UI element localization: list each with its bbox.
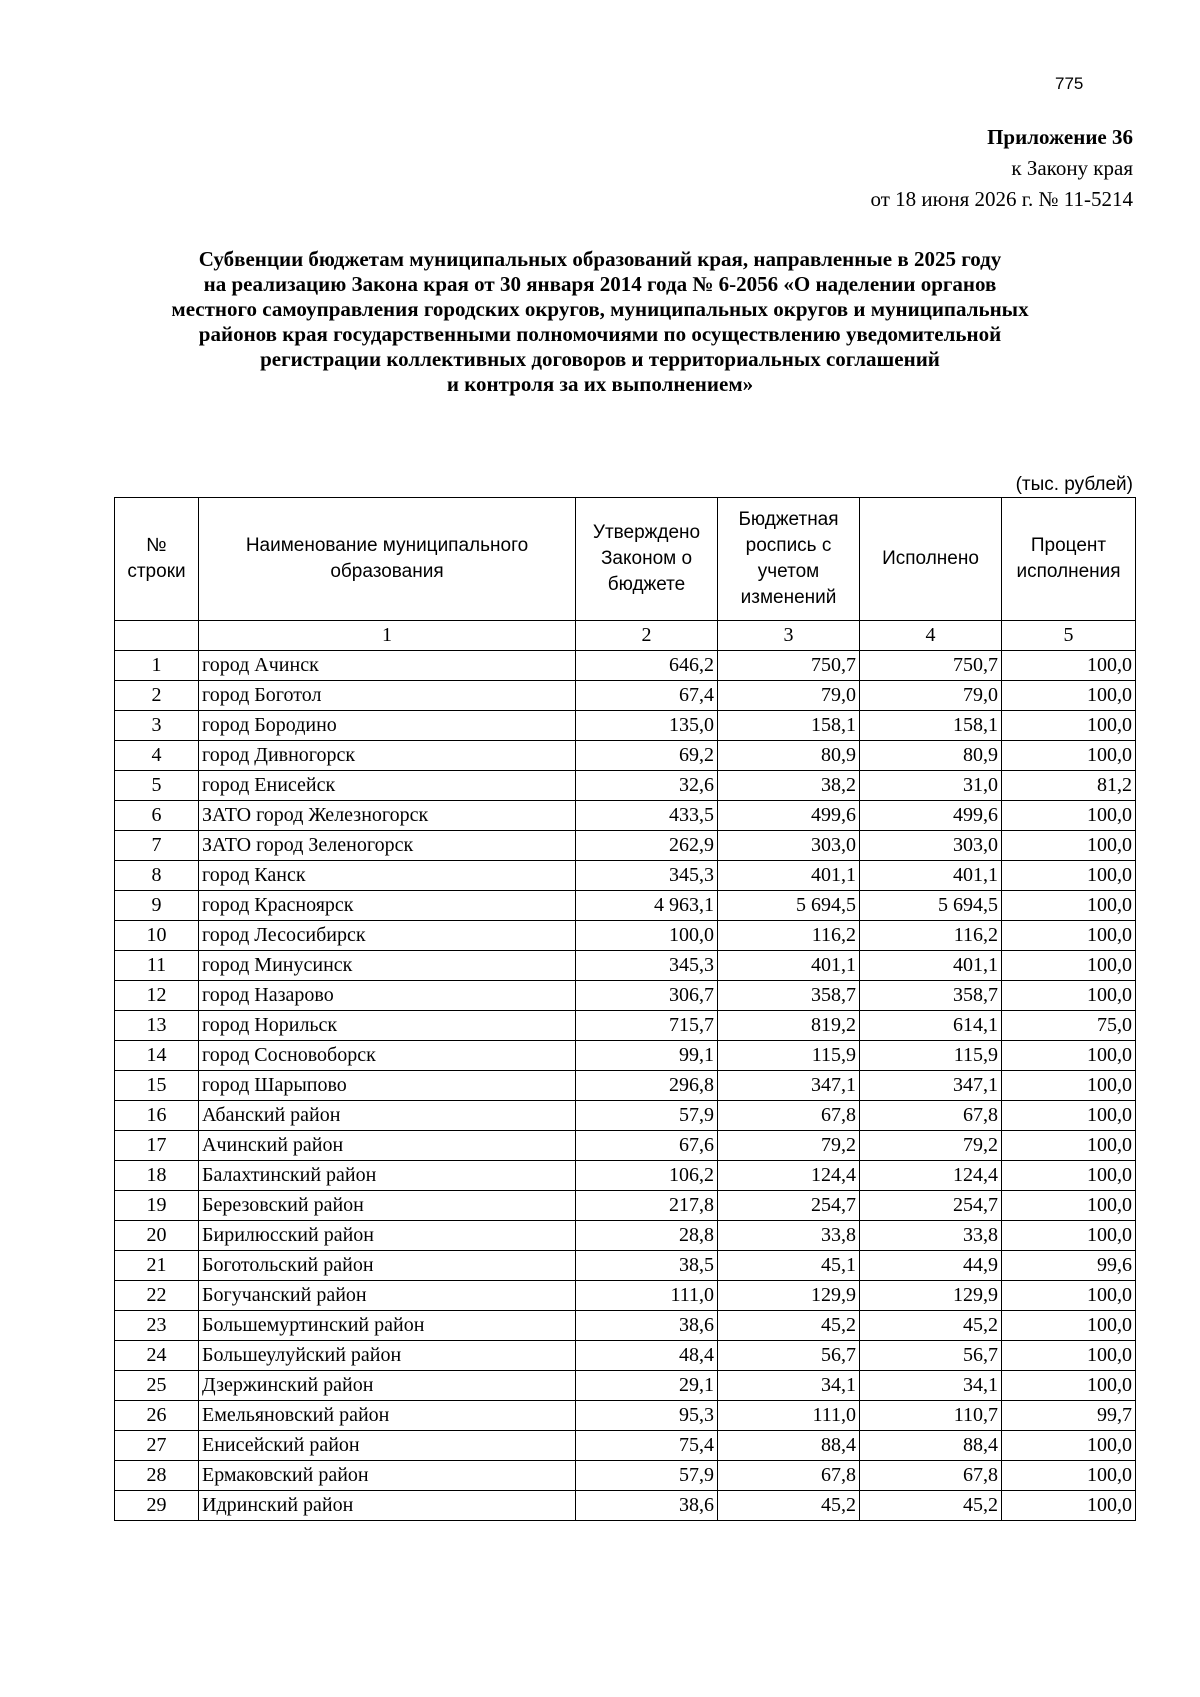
budget-schedule-cell: 80,9 bbox=[718, 741, 860, 771]
executed-cell: 56,7 bbox=[860, 1341, 1002, 1371]
table-row bbox=[115, 1491, 1136, 1521]
executed-cell: 45,2 bbox=[860, 1491, 1002, 1521]
municipality-name-cell: город Шарыпово bbox=[199, 1071, 576, 1101]
municipality-name-cell: Енисейский район bbox=[199, 1431, 576, 1461]
municipality-name-cell: Ермаковский район bbox=[199, 1461, 576, 1491]
executed-cell: 499,6 bbox=[860, 801, 1002, 831]
executed-cell: 33,8 bbox=[860, 1221, 1002, 1251]
percent-cell: 100,0 bbox=[1002, 681, 1136, 711]
header-approved: Утверждено Законом о бюджете bbox=[576, 498, 718, 621]
executed-cell: 116,2 bbox=[860, 921, 1002, 951]
percent-cell: 100,0 bbox=[1002, 1071, 1136, 1101]
row-number-cell: 7 bbox=[115, 831, 199, 861]
table-row bbox=[115, 771, 1136, 801]
budget-schedule-cell: 303,0 bbox=[718, 831, 860, 861]
approved-cell: 345,3 bbox=[576, 861, 718, 891]
budget-schedule-cell: 45,2 bbox=[718, 1491, 860, 1521]
header-row-number: № строки bbox=[115, 498, 199, 621]
percent-cell: 100,0 bbox=[1002, 1431, 1136, 1461]
percent-cell: 100,0 bbox=[1002, 711, 1136, 741]
percent-cell: 75,0 bbox=[1002, 1011, 1136, 1041]
percent-cell: 100,0 bbox=[1002, 831, 1136, 861]
row-number-cell: 5 bbox=[115, 771, 199, 801]
executed-cell: 5 694,5 bbox=[860, 891, 1002, 921]
header-budget-schedule: Бюджетная роспись с учетом изменений bbox=[718, 498, 860, 621]
approved-cell: 67,4 bbox=[576, 681, 718, 711]
executed-cell: 401,1 bbox=[860, 861, 1002, 891]
column-number: 2 bbox=[576, 621, 718, 651]
percent-cell: 100,0 bbox=[1002, 1041, 1136, 1071]
executed-cell: 750,7 bbox=[860, 651, 1002, 681]
budget-schedule-cell: 45,1 bbox=[718, 1251, 860, 1281]
row-number-cell: 19 bbox=[115, 1191, 199, 1221]
percent-cell: 100,0 bbox=[1002, 891, 1136, 921]
units-label: (тыс. рублей) bbox=[1015, 474, 1133, 495]
budget-schedule-cell: 45,2 bbox=[718, 1311, 860, 1341]
appendix-law-date: от 18 июня 2026 г. № 11-5214 bbox=[870, 187, 1133, 211]
row-number-cell: 28 bbox=[115, 1461, 199, 1491]
approved-cell: 135,0 bbox=[576, 711, 718, 741]
approved-cell: 306,7 bbox=[576, 981, 718, 1011]
percent-cell: 100,0 bbox=[1002, 1131, 1136, 1161]
percent-cell: 100,0 bbox=[1002, 801, 1136, 831]
percent-cell: 100,0 bbox=[1002, 1221, 1136, 1251]
row-number-cell: 3 bbox=[115, 711, 199, 741]
row-number-cell: 11 bbox=[115, 951, 199, 981]
executed-cell: 110,7 bbox=[860, 1401, 1002, 1431]
column-number bbox=[115, 621, 199, 651]
approved-cell: 345,3 bbox=[576, 951, 718, 981]
row-number-cell: 4 bbox=[115, 741, 199, 771]
row-number-cell: 20 bbox=[115, 1221, 199, 1251]
row-number-cell: 21 bbox=[115, 1251, 199, 1281]
budget-schedule-cell: 129,9 bbox=[718, 1281, 860, 1311]
approved-cell: 29,1 bbox=[576, 1371, 718, 1401]
budget-schedule-cell: 347,1 bbox=[718, 1071, 860, 1101]
municipality-name-cell: Абанский район bbox=[199, 1101, 576, 1131]
table-row bbox=[115, 831, 1136, 861]
municipality-name-cell: Идринский район bbox=[199, 1491, 576, 1521]
executed-cell: 45,2 bbox=[860, 1311, 1002, 1341]
budget-schedule-cell: 124,4 bbox=[718, 1161, 860, 1191]
percent-cell: 100,0 bbox=[1002, 951, 1136, 981]
approved-cell: 28,8 bbox=[576, 1221, 718, 1251]
budget-schedule-cell: 499,6 bbox=[718, 801, 860, 831]
budget-schedule-cell: 5 694,5 bbox=[718, 891, 860, 921]
approved-cell: 38,5 bbox=[576, 1251, 718, 1281]
budget-schedule-cell: 67,8 bbox=[718, 1101, 860, 1131]
row-number-cell: 6 bbox=[115, 801, 199, 831]
appendix-title: Приложение 36 bbox=[987, 125, 1133, 149]
budget-schedule-cell: 34,1 bbox=[718, 1371, 860, 1401]
executed-cell: 124,4 bbox=[860, 1161, 1002, 1191]
row-number-cell: 9 bbox=[115, 891, 199, 921]
title-line: на реализацию Закона края от 30 января 2014 года № 6-2056 «О наделении органов bbox=[203, 272, 997, 296]
approved-cell: 38,6 bbox=[576, 1491, 718, 1521]
row-number-cell: 13 bbox=[115, 1011, 199, 1041]
approved-cell: 262,9 bbox=[576, 831, 718, 861]
table-row bbox=[115, 981, 1136, 1011]
document-title bbox=[80, 247, 1120, 397]
percent-cell: 100,0 bbox=[1002, 1341, 1136, 1371]
row-number-cell: 22 bbox=[115, 1281, 199, 1311]
municipality-name-cell: Боготольский район bbox=[199, 1251, 576, 1281]
row-number-cell: 8 bbox=[115, 861, 199, 891]
municipality-name-cell: город Назарово bbox=[199, 981, 576, 1011]
table-row bbox=[115, 1311, 1136, 1341]
table-row bbox=[115, 1281, 1136, 1311]
executed-cell: 80,9 bbox=[860, 741, 1002, 771]
budget-schedule-cell: 88,4 bbox=[718, 1431, 860, 1461]
header-row bbox=[115, 498, 1136, 621]
budget-schedule-cell: 33,8 bbox=[718, 1221, 860, 1251]
table-row bbox=[115, 921, 1136, 951]
municipality-name-cell: город Канск bbox=[199, 861, 576, 891]
table-row bbox=[115, 681, 1136, 711]
column-number: 1 bbox=[199, 621, 576, 651]
executed-cell: 67,8 bbox=[860, 1461, 1002, 1491]
table-row bbox=[115, 1011, 1136, 1041]
municipality-name-cell: Богучанский район bbox=[199, 1281, 576, 1311]
approved-cell: 48,4 bbox=[576, 1341, 718, 1371]
municipality-name-cell: город Дивногорск bbox=[199, 741, 576, 771]
budget-schedule-cell: 111,0 bbox=[718, 1401, 860, 1431]
municipality-name-cell: город Лесосибирск bbox=[199, 921, 576, 951]
municipality-name-cell: Большемуртинский район bbox=[199, 1311, 576, 1341]
executed-cell: 347,1 bbox=[860, 1071, 1002, 1101]
approved-cell: 111,0 bbox=[576, 1281, 718, 1311]
appendix-block bbox=[871, 122, 1133, 215]
table-row bbox=[115, 1101, 1136, 1131]
budget-schedule-cell: 79,2 bbox=[718, 1131, 860, 1161]
budget-schedule-cell: 158,1 bbox=[718, 711, 860, 741]
title-line: местного самоуправления городских округов, муниципальных округов и муниципальных bbox=[171, 297, 1029, 321]
municipality-name-cell: город Боготол bbox=[199, 681, 576, 711]
title-line: регистрации коллективных договоров и территориальных соглашений bbox=[260, 347, 940, 371]
municipality-name-cell: Бирилюсский район bbox=[199, 1221, 576, 1251]
table-row bbox=[115, 801, 1136, 831]
table-row bbox=[115, 741, 1136, 771]
approved-cell: 57,9 bbox=[576, 1101, 718, 1131]
budget-schedule-cell: 358,7 bbox=[718, 981, 860, 1011]
approved-cell: 95,3 bbox=[576, 1401, 718, 1431]
row-number-cell: 1 bbox=[115, 651, 199, 681]
budget-schedule-cell: 819,2 bbox=[718, 1011, 860, 1041]
approved-cell: 217,8 bbox=[576, 1191, 718, 1221]
row-number-cell: 24 bbox=[115, 1341, 199, 1371]
column-numbers-row bbox=[115, 621, 1136, 651]
table-row bbox=[115, 711, 1136, 741]
row-number-cell: 18 bbox=[115, 1161, 199, 1191]
municipality-name-cell: Березовский район bbox=[199, 1191, 576, 1221]
budget-schedule-cell: 67,8 bbox=[718, 1461, 860, 1491]
table-body bbox=[115, 651, 1136, 1521]
table-row bbox=[115, 891, 1136, 921]
executed-cell: 44,9 bbox=[860, 1251, 1002, 1281]
table-row bbox=[115, 651, 1136, 681]
column-number: 3 bbox=[718, 621, 860, 651]
municipality-name-cell: Большеулуйский район bbox=[199, 1341, 576, 1371]
approved-cell: 433,5 bbox=[576, 801, 718, 831]
executed-cell: 115,9 bbox=[860, 1041, 1002, 1071]
executed-cell: 79,0 bbox=[860, 681, 1002, 711]
approved-cell: 38,6 bbox=[576, 1311, 718, 1341]
percent-cell: 100,0 bbox=[1002, 1161, 1136, 1191]
row-number-cell: 29 bbox=[115, 1491, 199, 1521]
budget-schedule-cell: 38,2 bbox=[718, 771, 860, 801]
budget-schedule-cell: 79,0 bbox=[718, 681, 860, 711]
row-number-cell: 23 bbox=[115, 1311, 199, 1341]
approved-cell: 75,4 bbox=[576, 1431, 718, 1461]
municipality-name-cell: город Ачинск bbox=[199, 651, 576, 681]
table-row bbox=[115, 861, 1136, 891]
page-number: 775 bbox=[1055, 74, 1084, 93]
executed-cell: 31,0 bbox=[860, 771, 1002, 801]
row-number-cell: 10 bbox=[115, 921, 199, 951]
percent-cell: 100,0 bbox=[1002, 1191, 1136, 1221]
executed-cell: 303,0 bbox=[860, 831, 1002, 861]
percent-cell: 100,0 bbox=[1002, 1461, 1136, 1491]
approved-cell: 67,6 bbox=[576, 1131, 718, 1161]
table-row bbox=[115, 1431, 1136, 1461]
budget-schedule-cell: 254,7 bbox=[718, 1191, 860, 1221]
municipality-name-cell: Дзержинский район bbox=[199, 1371, 576, 1401]
executed-cell: 79,2 bbox=[860, 1131, 1002, 1161]
budget-schedule-cell: 116,2 bbox=[718, 921, 860, 951]
title-line: районов края государственными полномочиями по осуществлению уведомительной bbox=[198, 322, 1002, 346]
row-number-cell: 2 bbox=[115, 681, 199, 711]
percent-cell: 100,0 bbox=[1002, 861, 1136, 891]
header-executed: Исполнено bbox=[860, 498, 1002, 621]
table-row bbox=[115, 1461, 1136, 1491]
municipality-name-cell: город Норильск bbox=[199, 1011, 576, 1041]
executed-cell: 158,1 bbox=[860, 711, 1002, 741]
municipality-name-cell: Балахтинский район bbox=[199, 1161, 576, 1191]
budget-schedule-cell: 115,9 bbox=[718, 1041, 860, 1071]
executed-cell: 129,9 bbox=[860, 1281, 1002, 1311]
table-row bbox=[115, 1041, 1136, 1071]
approved-cell: 296,8 bbox=[576, 1071, 718, 1101]
table-row bbox=[115, 1131, 1136, 1161]
municipality-name-cell: город Бородино bbox=[199, 711, 576, 741]
approved-cell: 4 963,1 bbox=[576, 891, 718, 921]
percent-cell: 100,0 bbox=[1002, 1311, 1136, 1341]
municipality-name-cell: Ачинский район bbox=[199, 1131, 576, 1161]
table-row bbox=[115, 1191, 1136, 1221]
municipality-name-cell: город Минусинск bbox=[199, 951, 576, 981]
column-number: 5 bbox=[1002, 621, 1136, 651]
row-number-cell: 15 bbox=[115, 1071, 199, 1101]
table-row bbox=[115, 1371, 1136, 1401]
table-row bbox=[115, 1251, 1136, 1281]
header-municipality-name: Наименование муниципального образования bbox=[199, 498, 576, 621]
header-percent: Процент исполнения bbox=[1002, 498, 1136, 621]
table-row bbox=[115, 1341, 1136, 1371]
table-row bbox=[115, 951, 1136, 981]
executed-cell: 88,4 bbox=[860, 1431, 1002, 1461]
executed-cell: 401,1 bbox=[860, 951, 1002, 981]
approved-cell: 715,7 bbox=[576, 1011, 718, 1041]
row-number-cell: 14 bbox=[115, 1041, 199, 1071]
approved-cell: 57,9 bbox=[576, 1461, 718, 1491]
approved-cell: 100,0 bbox=[576, 921, 718, 951]
executed-cell: 34,1 bbox=[860, 1371, 1002, 1401]
executed-cell: 67,8 bbox=[860, 1101, 1002, 1131]
approved-cell: 106,2 bbox=[576, 1161, 718, 1191]
approved-cell: 646,2 bbox=[576, 651, 718, 681]
budget-schedule-cell: 401,1 bbox=[718, 861, 860, 891]
percent-cell: 100,0 bbox=[1002, 1101, 1136, 1131]
percent-cell: 81,2 bbox=[1002, 771, 1136, 801]
row-number-cell: 25 bbox=[115, 1371, 199, 1401]
municipality-name-cell: Емельяновский район bbox=[199, 1401, 576, 1431]
budget-schedule-cell: 750,7 bbox=[718, 651, 860, 681]
row-number-cell: 27 bbox=[115, 1431, 199, 1461]
municipality-name-cell: город Енисейск bbox=[199, 771, 576, 801]
executed-cell: 358,7 bbox=[860, 981, 1002, 1011]
percent-cell: 100,0 bbox=[1002, 921, 1136, 951]
table-row bbox=[115, 1161, 1136, 1191]
municipality-name-cell: город Красноярск bbox=[199, 891, 576, 921]
row-number-cell: 12 bbox=[115, 981, 199, 1011]
row-number-cell: 17 bbox=[115, 1131, 199, 1161]
table-row bbox=[115, 1221, 1136, 1251]
approved-cell: 69,2 bbox=[576, 741, 718, 771]
percent-cell: 100,0 bbox=[1002, 981, 1136, 1011]
budget-schedule-cell: 56,7 bbox=[718, 1341, 860, 1371]
executed-cell: 614,1 bbox=[860, 1011, 1002, 1041]
appendix-law-reference: к Закону края bbox=[1011, 156, 1133, 180]
municipality-name-cell: ЗАТО город Зеленогорск bbox=[199, 831, 576, 861]
municipality-name-cell: ЗАТО город Железногорск bbox=[199, 801, 576, 831]
approved-cell: 32,6 bbox=[576, 771, 718, 801]
table-row bbox=[115, 1401, 1136, 1431]
column-number: 4 bbox=[860, 621, 1002, 651]
municipality-name-cell: город Сосновоборск bbox=[199, 1041, 576, 1071]
table-row bbox=[115, 1071, 1136, 1101]
percent-cell: 100,0 bbox=[1002, 651, 1136, 681]
executed-cell: 254,7 bbox=[860, 1191, 1002, 1221]
subventions-table bbox=[114, 497, 1136, 1521]
title-line: Субвенции бюджетам муниципальных образований края, направленные в 2025 году bbox=[198, 247, 1002, 271]
percent-cell: 100,0 bbox=[1002, 1371, 1136, 1401]
percent-cell: 100,0 bbox=[1002, 1491, 1136, 1521]
percent-cell: 99,7 bbox=[1002, 1401, 1136, 1431]
row-number-cell: 26 bbox=[115, 1401, 199, 1431]
approved-cell: 99,1 bbox=[576, 1041, 718, 1071]
percent-cell: 100,0 bbox=[1002, 1281, 1136, 1311]
row-number-cell: 16 bbox=[115, 1101, 199, 1131]
percent-cell: 100,0 bbox=[1002, 741, 1136, 771]
title-line: и контроля за их выполнением» bbox=[446, 372, 754, 396]
budget-schedule-cell: 401,1 bbox=[718, 951, 860, 981]
percent-cell: 99,6 bbox=[1002, 1251, 1136, 1281]
